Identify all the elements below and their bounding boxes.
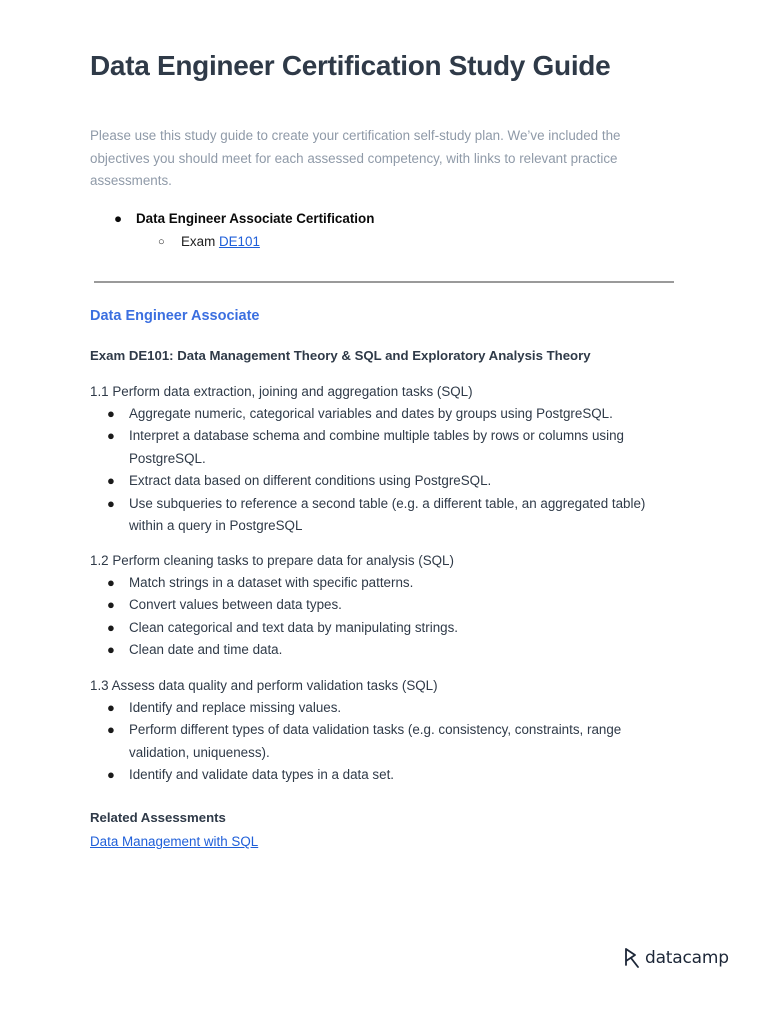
list-item: ● Convert values between data types. (90, 594, 675, 616)
list-item: ● Use subqueries to reference a second table (e.g. a different table, an aggregated table) within a query in PostgreSQL (90, 493, 675, 538)
intro-paragraph: Please use this study guide to create your certification self-study plan. We’ve included the objectives you should meet for each assessed competency, with links to relevant practice assessments. (90, 128, 621, 188)
list-item: ● Identify and validate data types in a data set. (90, 764, 675, 786)
objective-block (90, 550, 675, 662)
objective-title: 1.1 Perform data extraction, joining and aggregation tasks (SQL) (90, 384, 473, 399)
exam-heading: Exam DE101: Data Management Theory & SQL and Exploratory Analysis Theory (90, 348, 591, 363)
bullet-icon: ● (107, 406, 115, 421)
bullet-icon: ● (107, 619, 115, 635)
section-heading: Data Engineer Associate (90, 308, 260, 324)
hollow-bullet-icon: ○ (158, 236, 165, 248)
bullet-icon: ● (107, 642, 115, 658)
datacamp-logo (623, 945, 729, 971)
related-assessment-link[interactable]: Data Management with SQL (90, 834, 259, 849)
brand-wordmark: datacamp (645, 948, 729, 968)
related-assessments-heading: Related Assessments (90, 810, 226, 825)
exam-prefix: Exam (181, 234, 219, 249)
exam-de101-link[interactable]: DE101 (218, 234, 260, 249)
certification-item (90, 209, 670, 229)
list-item: ● Aggregate numeric, categorical variables and dates by groups using PostgreSQL. (90, 403, 675, 425)
bullet-icon: ● (107, 700, 115, 715)
objective-list (90, 403, 675, 537)
objective-list (90, 697, 675, 787)
bullet-icon: ● (107, 473, 115, 489)
bullet-icon: ● (107, 722, 115, 738)
list-item: ● Identify and replace missing values. (90, 697, 675, 719)
bullet-icon: ● (107, 597, 115, 613)
certification-list (90, 209, 670, 253)
bullet-icon: ● (107, 428, 115, 444)
certification-label: Data Engineer Associate Certification (136, 211, 375, 226)
list-item: ● Interpret a database schema and combine multiple tables by rows or columns using PostgreSQL. (90, 425, 675, 470)
list-item: ● Match strings in a dataset with specific patterns. (90, 572, 675, 594)
objective-list (90, 572, 675, 662)
objective-title: 1.2 Perform cleaning tasks to prepare data for analysis (SQL) (90, 553, 454, 568)
bullet-icon: ● (107, 575, 115, 590)
list-item: ● Perform different types of data validation tasks (e.g. consistency, constraints, range validation, uniqueness). (90, 719, 675, 764)
exam-item (90, 231, 670, 253)
bullet-icon: ● (114, 211, 123, 226)
list-item: ● Extract data based on different conditions using PostgreSQL. (90, 470, 675, 492)
section-divider (94, 281, 674, 283)
page-title: Data Engineer Certification Study Guide (90, 50, 611, 81)
datacamp-logo-icon (623, 947, 641, 969)
list-item: ● Clean categorical and text data by manipulating strings. (90, 617, 675, 639)
objective-block (90, 381, 675, 537)
bullet-icon: ● (107, 767, 115, 783)
bullet-icon: ● (107, 495, 115, 511)
list-item: ● Clean date and time data. (90, 639, 675, 661)
objective-title: 1.3 Assess data quality and perform validation tasks (SQL) (90, 678, 438, 693)
objective-block (90, 675, 675, 787)
